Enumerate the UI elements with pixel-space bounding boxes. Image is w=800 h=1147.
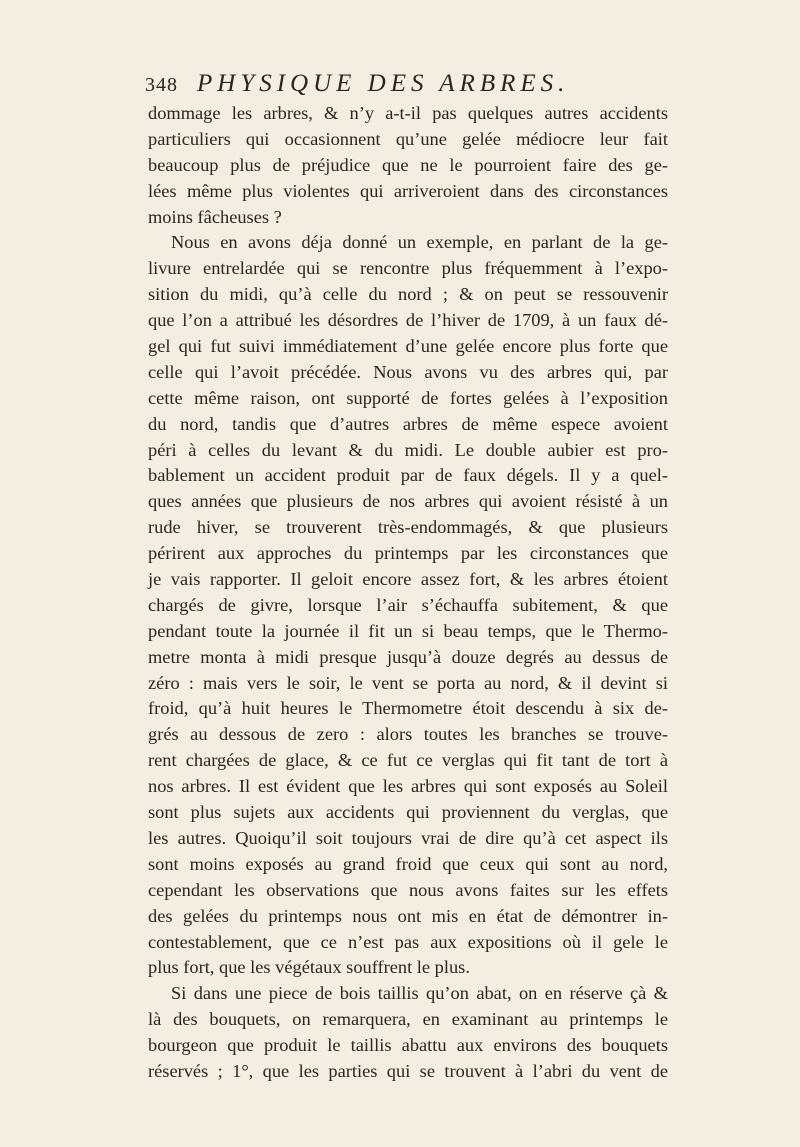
text-line: chargés de givre, lorsque l’air s’échauffa subitement, & que (148, 594, 668, 615)
text-line: périrent aux approches du printemps par les circonstances que (148, 543, 668, 564)
paragraph (148, 230, 668, 981)
text-line: gel qui fut suivi immédiatement d’une gelée encore plus forte que (148, 336, 668, 357)
text-line: pendant toute la journée il fit un si beau temps, que le Thermo- (148, 620, 668, 641)
text-line: moins fâcheuses ? (148, 206, 282, 227)
text-line: froid, qu’à huit heures le Thermometre étoit descendu à six de- (148, 698, 668, 719)
text-line: que l’on a attribué les désordres de l’hiver de 1709, à un faux dé- (148, 310, 668, 331)
text-line: rent chargées de glace, & ce fut ce verglas qui fit tant de tort à (148, 750, 668, 771)
text-line: réservés ; 1°, que les parties qui se trouvent à l’abri du vent de (148, 1060, 668, 1081)
text-line: là des bouquets, on remarquera, en examinant au printemps le (148, 1009, 668, 1030)
text-line: contestablement, que ce n’est pas aux expositions où il gele le (148, 931, 668, 952)
running-title: PHYSIQUE DES ARBRES. (197, 70, 570, 97)
text-line: celle qui l’avoit précédée. Nous avons vu des arbres qui, par (148, 361, 668, 382)
text-line: sont moins exposés au grand froid que ceux qui sont au nord, (148, 853, 668, 874)
body-text (148, 101, 668, 1085)
text-line: cependant les observations que nous avons faites sur les effets (148, 879, 668, 900)
paragraph (148, 981, 668, 1085)
text-line: péri à celles du levant & du midi. Le double aubier est pro- (148, 439, 668, 460)
text-line: rude hiver, se trouverent très-endommagés, & que plusieurs (148, 517, 668, 538)
text-line: bourgeon que produit le taillis abattu aux environs des bouquets (148, 1035, 668, 1056)
text-line: zéro : mais vers le soir, le vent se porta au nord, & il devint si (148, 672, 668, 693)
text-line: plus fort, que les végétaux souffrent le plus. (148, 957, 470, 978)
text-line: Si dans une piece de bois taillis qu’on abat, on en réserve çà & (171, 983, 668, 1004)
paragraph (148, 101, 668, 230)
text-line: sition du midi, qu’à celle du nord ; & on peut se ressouvenir (148, 284, 668, 305)
text-line: lées même plus violentes qui arriveroient dans des circonstances (148, 180, 668, 201)
text-line: dommage les arbres, & n’y a-t-il pas quelques autres accidents (148, 103, 668, 123)
text-line: particuliers qui occasionnent qu’une gelée médiocre leur fait (148, 128, 668, 149)
text-line: du nord, tandis que d’autres arbres de même espece avoient (148, 413, 668, 434)
text-line: des gelées du printemps nous ont mis en état de démontrer in- (148, 905, 668, 926)
text-line: livure entrelardée qui se rencontre plus fréquemment à l’expo- (148, 258, 668, 279)
page-number: 348 (145, 74, 178, 96)
text-line: sont plus sujets aux accidents qui proviennent du verglas, que (148, 802, 668, 823)
text-line: grés au dessous de zero : alors toutes les branches se trouve- (148, 724, 668, 745)
text-line: ques années que plusieurs de nos arbres qui avoient résisté à un (148, 491, 668, 512)
text-line: nos arbres. Il est évident que les arbres qui sont exposés au Soleil (148, 776, 668, 797)
text-line: les autres. Quoiqu’il soit toujours vrai de dire qu’à cet aspect ils (148, 827, 668, 848)
text-line: je vais rapporter. Il geloit encore assez fort, & les arbres étoient (148, 569, 668, 590)
text-line: metre monta à midi presque jusqu’à douze degrés au dessus de (148, 646, 668, 667)
page-header (145, 70, 660, 104)
text-line: cette même raison, ont supporté de fortes gelées à l’exposition (148, 387, 668, 408)
text-line: beaucoup plus de préjudice que ne le pourroient faire des ge- (148, 154, 668, 175)
text-line: bablement un accident produit par de faux dégels. Il y a quel- (148, 465, 668, 486)
text-line: Nous en avons déja donné un exemple, en parlant de la ge- (171, 232, 668, 253)
